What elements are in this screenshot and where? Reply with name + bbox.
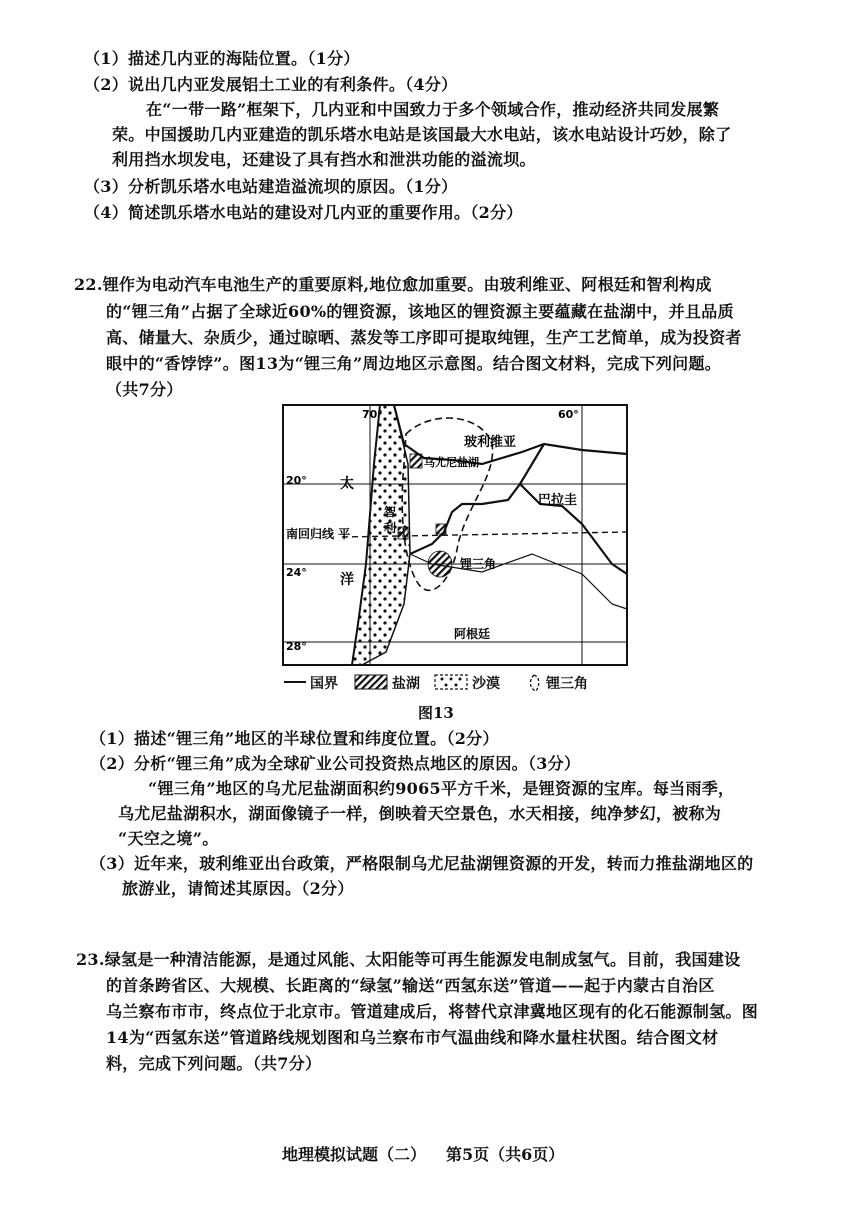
q22-sub2: （2）分析“锂三角”成为全球矿业公司投资热点地区的原因。（3分） — [90, 754, 581, 773]
q23-stem-line: 的首条跨省区、大规模、长距离的“绿氢”输送“西氢东送”管道——起于内蒙古自治区 — [106, 976, 715, 995]
lat-label-20: 20° — [286, 474, 307, 487]
legend-desert-symbol — [434, 674, 468, 690]
country-label-chile-1: 智 — [384, 505, 397, 519]
salt-lake-chile — [398, 527, 408, 539]
country-label-argentina: 阿根廷 — [454, 627, 491, 641]
legend-border-label: 国界 — [310, 676, 338, 692]
q21-sub2: （2）说出几内亚发展铝土工业的有利条件。（4分） — [84, 75, 458, 94]
legend-triangle-label: 锂三角 — [546, 676, 588, 692]
q22-stem-line: （共7分） — [106, 380, 183, 399]
lat-label-24: 24° — [286, 566, 307, 579]
q23-stem-line: 23.绿氢是一种清洁能源，是通过风能、太阳能等可再生能源发电制成氢气。目前，我国建设 — [76, 950, 741, 969]
page-footer — [282, 1142, 584, 1165]
lon-label-70: 70° — [362, 408, 383, 421]
q22-stem-line: 高、储量大、杂质少，通过晾晒、蒸发等工序即可提取纯锂，生产工艺简单，成为投资者 — [106, 328, 742, 347]
map-legend — [284, 673, 624, 695]
q22-sub3-line: 旅游业，请简述其原因。（2分） — [122, 879, 354, 898]
lon-label-60: 60° — [558, 408, 579, 421]
q23-stem-line: 乌兰察布市市，终点位于北京市。管道建成后，将替代京津冀地区现有的化石能源制氢。图 — [106, 1002, 759, 1021]
uyuni-label: 乌尤尼盐湖 — [424, 456, 479, 469]
uyuni-salt-lake — [410, 454, 422, 468]
q22-sub1: （1）描述“锂三角”地区的半球位置和纬度位置。（2分） — [90, 729, 499, 748]
country-label-chile-2: 利 — [384, 521, 397, 535]
footer-subject: 地理模拟试题（二） — [282, 1145, 427, 1164]
legend-desert-label: 沙漠 — [472, 676, 500, 692]
legend-salt-lake-symbol — [354, 674, 388, 690]
ocean-label-tai: 太 — [340, 476, 354, 492]
footer-page-number: 第5页（共6页） — [446, 1145, 565, 1164]
salt-lake-argentina — [428, 551, 452, 577]
q22-stem-line: 眼中的“香饽饽”。图13为“锂三角”周边地区示意图。结合图文材料，完成下列问题。 — [106, 354, 722, 373]
lat-label-28: 28° — [286, 640, 307, 653]
ocean-label-yang: 洋 — [340, 572, 354, 588]
legend-border-symbol — [284, 677, 306, 687]
figure-caption: 图13 — [418, 704, 454, 722]
tropic-label: 南回归线 平 — [286, 527, 351, 541]
q22-stem-line: 22.锂作为电动汽车电池生产的重要原料,地位愈加重要。由玻利维亚、阿根廷和智利构成 — [74, 275, 712, 294]
q21-sub4: （4）简述凯乐塔水电站的建设对几内亚的重要作用。（2分） — [84, 203, 523, 222]
lithium-triangle-label: 锂三角 — [460, 557, 497, 571]
salt-lake-east — [436, 524, 446, 534]
q21-material-line: 在“一带一路”框架下，几内亚和中国致力于多个领域合作，推动经济共同发展繁 — [146, 100, 720, 119]
q23-stem-line: 14为“西氢东送”管道路线规划图和乌兰察布市气温曲线和降水量柱状图。结合图文材 — [106, 1028, 719, 1047]
legend-salt-lake-label: 盐湖 — [392, 676, 420, 692]
q21-sub1: （1）描述几内亚的海陆位置。（1分） — [84, 49, 360, 68]
q21-material-line: 荣。中国援助几内亚建造的凯乐塔水电站是该国最大水电站，该水电站设计巧妙，除了 — [112, 125, 732, 144]
q22-material-line: “锂三角”地区的乌尤尼盐湖面积约9065平方千米，是锂资源的宝库。每当雨季， — [148, 779, 735, 798]
legend-triangle-symbol — [524, 673, 544, 693]
q22-material-line: 乌尤尼盐湖积水，湖面像镜子一样，倒映着天空景色，水天相接，纯净梦幻，被称为 — [118, 804, 722, 823]
q23-stem-line: 料，完成下列问题。（共7分） — [106, 1054, 322, 1073]
q21-material-line: 利用挡水坝发电，还建设了具有挡水和泄洪功能的溢流坝。 — [112, 150, 536, 169]
q22-stem-line: 的“锂三角”占据了全球近60%的锂资源，该地区的锂资源主要蕴藏在盐湖中，并且品质 — [106, 302, 734, 321]
country-label-paraguay: 巴拉圭 — [538, 493, 578, 508]
lithium-triangle-map — [282, 404, 628, 666]
q21-sub3: （3）分析凯乐塔水电站建造溢流坝的原因。（1分） — [84, 177, 458, 196]
q22-material-line: “天空之境”。 — [118, 829, 219, 848]
country-label-bolivia: 玻利维亚 — [464, 435, 517, 450]
q22-sub3-line: （3）近年来，玻利维亚出台政策，严格限制乌尤尼盐湖锂资源的开发，转而力推盐湖地区的 — [90, 854, 754, 873]
